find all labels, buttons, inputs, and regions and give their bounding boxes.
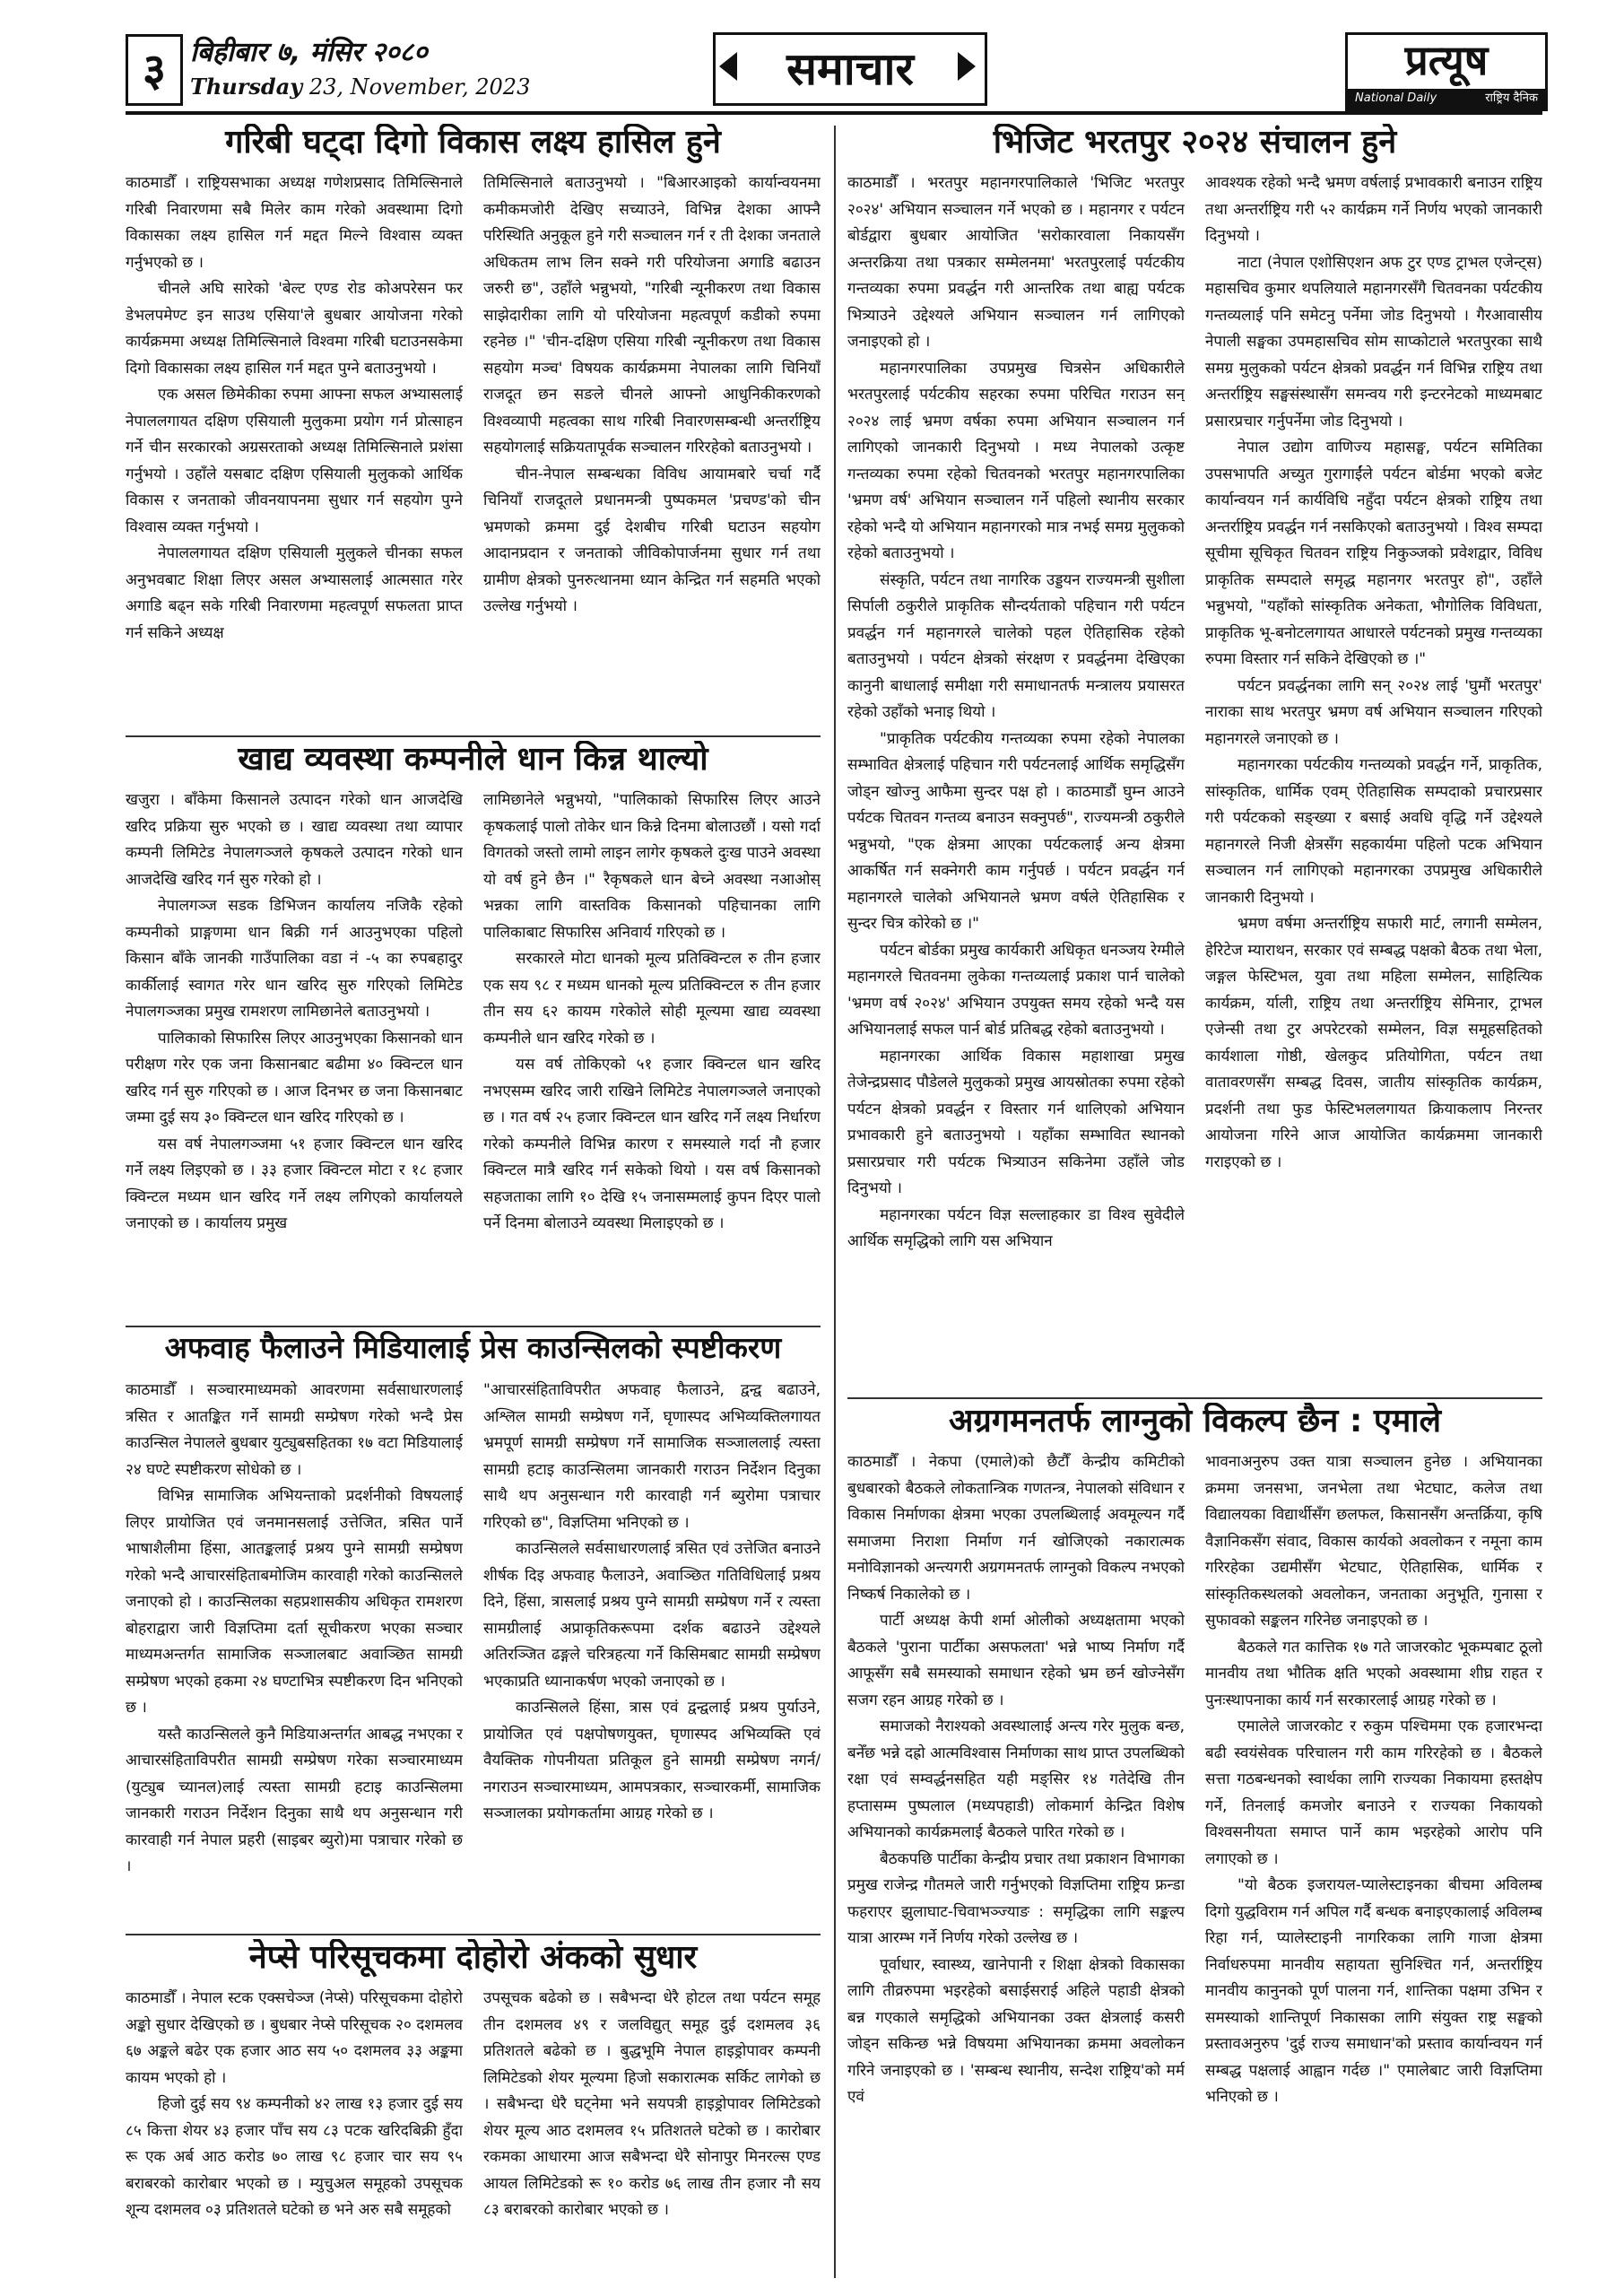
paragraph: काठमाडौँ । राष्ट्रियसभाका अध्यक्ष गणेशप्रसाद तिमिल्सिनाले गरिबी निवारणमा सबै मिलेर काम गरेको अवस्थामा दिगो विकासका लक्ष्य हासिल गर्न मद्दत मिल्ने विश्वास व्यक्त गर्नुभएको छ । [126, 174, 463, 272]
paragraph: एमालेले जाजरकोट र रुकुम पश्चिममा एक हजारभन्दा बढी स्वयंसेवक परिचालन गरी काम गरिरहेको छ । बैठकले सत्ता गठबन्धनको स्वार्थका लागि राज्यका निकायमा हस्तक्षेप गर्ने, तिनलाई कमजोर बनाउने र राज्यका निकायको विश्वसनीयता समाप्त पार्ने काम भइरहेको आरोप पनि लगाएको छ । [1205, 1718, 1542, 1868]
page-number-box [126, 34, 183, 106]
paragraph: खजुरा । बाँकेमा किसानले उत्पादन गरेको धान आजदेखि खरिद प्रक्रिया सुरु भएको छ । खाद्य व्यवस्था तथा व्यापार कम्पनी लिमिटेड नेपालगञ्जले कृषकले उत्पादन गरेको धान आजदेखि खरिद गर्न सुरु गरेको हो । [126, 791, 463, 889]
article-column [483, 1378, 821, 1932]
date-full: 23, November, 2023 [308, 74, 531, 100]
article-headline: अफवाह फैलाउने मिडियालाई प्रेस काउन्सिलको स्पष्टीकरण [164, 1331, 782, 1365]
paragraph: नेपालगञ्ज सडक डिभिजन कार्यालय नजिकै रहेको कम्पनीको प्राङ्गणमा धान बिक्री गर्न आउनुभएका पहिलो किसान बाँके जानकी गाउँपालिका वडा नं -५ का रुपबहादुर कार्कीलाई स्वागत गरेर धान खरिद सुरु गरिएको लिमिटेड नेपालगञ्जका प्रमुख रामशरण लामिछानेले बताउनुभयो । [126, 897, 463, 1021]
paragraph: काठमाडौँ । भरतपुर महानगरपालिकाले 'भिजिट भरतपुर २०२४' अभियान सञ्चालन गर्ने भएको छ । महानगर र पर्यटन बोर्डद्वारा बुधबार आयोजित 'सरोकारवाला निकायसँग अन्तरक्रिया तथा पत्रकार सम्मेलनमा' भरतपुरलाई पर्यटकीय गन्तव्यका रुपमा प्रवर्द्धन गरी आन्तरिक तथा बाह्य पर्यटक भित्र्याउने उद्देश्यले अभियान सञ्चालन गर्न लागिएको जनाइएको हो । [847, 174, 1185, 351]
article-column [126, 787, 463, 1324]
article-headline: खाद्य व्यवस्था कम्पनीले धान किन्न थाल्यो [238, 741, 708, 778]
section-title: समाचार [786, 43, 914, 95]
article-column [126, 1378, 463, 1932]
paragraph: बैठकले गत कात्तिक १७ गते जाजरकोट भूकम्पबाट ठूलो मानवीय तथा भौतिक क्षति भएको अवस्थामा शीघ्र राहत र पुनःस्थापनाका कार्य गर्न सरकारलाई आग्रह गरेको छ । [1205, 1638, 1542, 1709]
article-headline: गरिबी घट्दा दिगो विकास लक्ष्य हासिल हुने [225, 124, 721, 161]
article-nepse [126, 1939, 821, 2278]
paragraph: महानगरका आर्थिक विकास महाशाखा प्रमुख तेजेन्द्रप्रसाद पौडेलले मुलुकको प्रमुख आयस्रोतका रुपमा रहेको पर्यटन क्षेत्रको प्रवर्द्धन र विस्तार गर्न थालिएको अभियान प्रभावकारी हुने बताउनुभयो । यहाँका सम्भावित स्थानको प्रसारप्रचार गरी पर्यटक भित्र्याउन सकिनेमा उहाँले जोड दिनुभयो । [847, 1047, 1185, 1197]
article-rice [126, 741, 821, 1324]
article-press-council [126, 1331, 821, 1932]
logo-sub-left: National Daily [1355, 91, 1437, 105]
article-column [483, 170, 821, 734]
paragraph: काउन्सिलले सर्वसाधारणलाई त्रसित एवं उत्तेजित बनाउने शीर्षक दिइ अफवाह फैलाउने, अवाञ्छित गतिविधिलाई प्रश्रय दिने, हिंसा, त्रासलाई प्रश्रय पुग्ने सामग्री सम्प्रेषण गर्ने र त्यस्ता सामग्रीलाई अप्राकृतिकरूपमा दर्शक बढाउने उद्देश्यले अतिरञ्जित ढङ्गले चरित्रहत्या गर्ने किसिमबाट सामग्री सम्प्रेषण भएकाप्रति ध्यानाकर्षण भएको जनाएको छ । [483, 1540, 821, 1691]
paragraph: भावनाअनुरुप उक्त यात्रा सञ्चालन हुनेछ । अभियानका क्रममा जनसभा, जनभेला तथा भेटघाट, कलेज तथा विद्यालयका विद्यार्थीसँग छलफल, किसानसँग अन्तर्क्रिया, कृषि वैज्ञानिकसँग संवाद, विकास कार्यको अवलोकन र नमूना काम गरिरहेका उद्यमीसँग भेटघाट, ऐतिहासिक, धार्मिक र सांस्कृतिकस्थलको अवलोकन, जनताका अनुभूति, गुनासा र सुफावको सङ्कलन गरिनेछ जनाइएको छ । [1205, 1453, 1542, 1630]
page-number: ३ [143, 44, 166, 96]
article-divider [126, 1934, 821, 1935]
article-visit-bharatpur [847, 124, 1542, 1394]
article-divider [126, 735, 821, 737]
paragraph: पार्टी अध्यक्ष केपी शर्मा ओलीको अध्यक्षतामा भएको बैठकले 'पुराना पार्टीका असफलता' भन्ने भाष्य निर्माण गर्दै आफूसँग सबै समस्याको समाधान रहेको भ्रम छर्न खोज्नेसँग सजग रहन आग्रह गरेको छ । [847, 1612, 1185, 1709]
paragraph: बैठकपछि पार्टीका केन्द्रीय प्रचार तथा प्रकाशन विभागका प्रमुख राजेन्द्र गौतमले जारी गर्नुभएको विज्ञप्तिमा राष्ट्रिय फ्रन्डा फहराएर झुलाघाट-चिवाभञ्ज्याङ : समृद्धिका लागि सङ्कल्प यात्रा आरम्भ गर्ने निर्णय गरेको उल्लेख छ । [847, 1849, 1185, 1947]
article-column [1205, 170, 1542, 1394]
paragraph: यस वर्ष तोकिएको ५१ हजार क्विन्टल धान खरिद नभएसम्म खरिद जारी राखिने लिमिटेड नेपालगञ्जले जनाएको छ । गत वर्ष २५ हजार क्विन्टल धान खरिद गर्ने लक्ष्य निर्धारण गरेको कम्पनीले विभिन्न कारण र समस्याले गर्दा नौ हजार क्विन्टल मात्रै खरिद गर्न सकेको थियो । यस वर्ष किसानको सहजताका लागि १० देखि १५ जनासम्मलाई कुपन दिएर पालो पर्ने दिनमा बोलाउने व्यवस्था मिलाइएको छ । [483, 1056, 821, 1232]
article-column [126, 1986, 463, 2278]
paragraph: पर्यटन प्रवर्द्धनका लागि सन् २०२४ लाई 'घुमौं भरतपुर' नाराका साथ भरतपुर भ्रमण वर्ष अभियान सञ्चालन गरिएको महानगरले जनाएको छ । [1205, 676, 1542, 748]
paragraph: आवश्यक रहेको भन्दै भ्रमण वर्षलाई प्रभावकारी बनाउन राष्ट्रिय तथा अन्तर्राष्ट्रिय गरी ५२ कार्यक्रम गर्ने निर्णय भएको जानकारी दिनुभयो । [1205, 174, 1542, 245]
center-column-rule [834, 126, 836, 2278]
paragraph: तिमिल्सिनाले बताउनुभयो । "बिआरआइको कार्यान्वयनमा कमीकमजोरी देखिए सच्याउने, विभिन्न देशका आफ्नै परिस्थिति अनुकूल हुने गरी सञ्चालन गर्न र ती देशका जनताले अधिकतम लाभ लिन सक्ने गरी परियोजना अगाडि बढाउन जरुरी छ", उहाँले भन्नुभयो, "गरिबी न्यूनीकरण तथा विकास साझेदारीका लागि यो परियोजना महत्वपूर्ण कडीको रुपमा रहनेछ ।" 'चीन-दक्षिण एसिया गरिबी न्यूनीकरण तथा विकास सहयोग मञ्च' विषयक कार्यक्रममा नेपालका लागि चिनियाँ राजदूत छन सङले चीनले आफ्नो आधुनिकीकरणको विश्वव्यापी महत्वका साथ गरिबी निवारणसम्बन्धी अन्तर्राष्ट्रिय सहयोगलाई सक्रियतापूर्वक सञ्चालन गरिरहेको बताउनुभयो । [483, 174, 821, 457]
article-column [483, 787, 821, 1324]
paragraph: भ्रमण वर्षमा अन्तर्राष्ट्रिय सफारी मार्ट, लगानी सम्मेलन, हेरिटेज म्याराथन, सरकार एवं सम्बद्ध पक्षको बैठक तथा भेला, जङ्गल फेस्टिभल, युवा तथा महिला सम्मेलन, साहित्यिक कार्यक्रम, र्याली, राष्ट्रिय तथा अन्तर्राष्ट्रिय सेमिनार, ट्राभल एजेन्सी तथा टुर अपरेटरको सम्मेलन, विज्ञ समूहसहितको कार्यशाला गोष्ठी, खेलकुद प्रतियोगिता, पर्यटन तथा वातावरणसँग सम्बद्ध दिवस, जातीय सांस्कृतिक कार्यक्रम, प्रदर्शनी तथा फुड फेस्टिभललगायत क्रियाकलाप निरन्तर आयोजना गरिने आज आयोजित कार्यक्रममा जानकारी गराइएको छ । [1205, 915, 1542, 1171]
paragraph: संस्कृति, पर्यटन तथा नागरिक उड्डयन राज्यमन्त्री सुशीला सिर्पाली ठकुरीले प्राकृतिक सौन्दर्यताको पहिचान गरी पर्यटन प्रवर्द्धन गर्न महानगरले चालेको पहल ऐतिहासिक रहेको बताउनुभयो । पर्यटन क्षेत्रको संरक्षण र प्रवर्द्धनमा देखिएका कानुनी बाधालाई समीक्षा गरी समाधानतर्फ मन्त्रालय प्रयासरत रहेको उहाँको भनाइ थियो । [847, 570, 1185, 721]
article-column [847, 170, 1185, 1394]
date-english [190, 74, 530, 100]
arrow-right-icon [958, 52, 976, 81]
article-uml [847, 1403, 1542, 2278]
paragraph: नेपाललगायत दक्षिण एसियाली मुलुकले चीनका सफल अनुभवबाट शिक्षा लिएर असल अभ्यासलाई आत्मसात गरेर अगाडि बढ्न सके गरिबी निवारणमा महत्वपूर्ण सफलता प्राप्त गर्न सकिने अध्यक्ष [126, 544, 463, 642]
paragraph: समाजको नैराश्यको अवस्थालाई अन्त्य गरेर मुलुक बन्छ, बनेँछ भन्ने दह्रो आत्मविश्वास निर्माणका साथ प्राप्त उपलब्धिको रक्षा एवं सम्वर्द्धनसहित यही मङ्सिर १४ गतेदेखि तीन हप्तासम्म पुष्पलाल (मध्यपहाडी) लोकमार्ग केन्द्रित विशेष अभियानको कार्यक्रमलाई बैठकले पारित गरेको छ । [847, 1718, 1185, 1841]
logo-strip [1348, 89, 1545, 109]
paragraph: यस्तै काउन्सिलले कुनै मिडियाअन्तर्गत आबद्ध नभएका र आचारसंहिताविपरीत सामग्री सम्प्रेषण गरेका सञ्चारमाध्यम (युट्युब च्यानल)लाई त्यस्ता सामग्री हटाइ काउन्सिलमा जानकारी गराउन निर्देशन दिनुका साथै थप अनुसन्धान गरी कारवाही गर्न नेपाल प्रहरी (साइबर ब्युरो)मा पत्राचार गरेको छ । [126, 1725, 463, 1875]
paragraph: चीन-नेपाल सम्बन्धका विविध आयामबारे चर्चा गर्दै चिनियाँ राजदूतले प्रधानमन्त्री पुष्पकमल 'प्रचण्ड'को चीन भ्रमणको क्रममा दुई देशबीच गरिबी घटाउन सहयोग आदानप्रदान र जनताको जीविकोपार्जनमा सुधार गर्न तथा ग्रामीण क्षेत्रको पुनरुत्थानमा ध्यान केन्द्रित गर्न सहमति भएको उल्लेख गर्नुभयो । [483, 465, 821, 615]
paragraph: "यो बैठक इजरायल-प्यालेस्टाइनका बीचमा अविलम्ब दिगो युद्धविराम गर्न अपिल गर्दै बन्धक बनाइएकालाई अविलम्ब रिहा गर्न, प्यालेस्टाइनी नागरिकका लागि गाजा क्षेत्रमा निर्वाधरुपमा मानवीय सहायता सुनिश्चित गर्न, अन्तर्राष्ट्रिय मानवीय कानुनको पूर्ण पालना गर्न, शान्तिका पक्षमा उभिन र समस्याको शान्तिपूर्ण निकासका लागि संयुक्त राष्ट्र सङ्घको प्रस्तावअनुरुप 'दुई राज्य समाधान'को प्रस्ताव कार्यान्वयन गर्न सम्बद्ध पक्षलाई आह्वान गर्दछ ।" एमालेबाट जारी विज्ञप्तिमा भनिएको छ । [1205, 1876, 1542, 2106]
masthead-rule [126, 111, 1542, 115]
newspaper-logo [1345, 32, 1548, 111]
date-nepali: बिहीबार ७, मंसिर २०८० [190, 37, 428, 68]
logo-sub-right: राष्ट्रिय दैनिक [1485, 91, 1538, 105]
paragraph: विभिन्न सामाजिक अभियन्ताको प्रदर्शनीको विषयलाई लिएर प्रायोजित एवं जनमानसलाई उत्तेजित, त्रसित पार्ने भाषाशैलीमा हिंसा, आतङ्कलाई प्रश्रय पुग्ने सामग्री सम्प्रेषण गरेको भन्दै आचारसंहिताबमोजिम कारवाही गरेको काउन्सिलले जनाएको हो । काउन्सिलका सहप्रशासकीय अधिकृत रामशरण बोहराद्वारा जारी विज्ञप्तिमा दर्ता सूचीकरण भएका सञ्चार माध्यमअन्तर्गत सामाजिक सञ्जालबाट अवाञ्छित सामग्री सम्प्रेषण भएको हकमा २४ घण्टाभित्र स्पष्टीकरण दिन भनिएको छ । [126, 1487, 463, 1717]
paragraph: पूर्वाधार, स्वास्थ्य, खानेपानी र शिक्षा क्षेत्रको विकासका लागि तीव्ररुपमा भइरहेको बसाईसराई अहिले पहाडी क्षेत्रको बन्न गएकाले समृद्धिको अभियानका उक्त क्षेत्रलाई कसरी जोड्न सकिन्छ भन्ने विषयमा अभियानका क्रममा अवलोकन गरिने जनाइएको छ । 'सम्बन्ध स्थानीय, सन्देश राष्ट्रिय'को मर्म एवं [847, 1955, 1185, 2106]
paragraph: लामिछानेले भन्नुभयो, "पालिकाको सिफारिस लिएर आउने कृषकलाई पालो तोकेर धान किन्ने दिनमा बोलाउछौं । यसो गर्दा विगतको जस्तो लामो लाइन लागेर कृषकले दुःख पाउने अवस्था यो वर्ष हुने छैन ।" रैकृषकले धान बेच्ने अवस्था नआओस् भन्नका लागि वास्तविक किसानको पहिचानका लागि पालिकाबाट सिफारिस अनिवार्य गरिएको छ । [483, 791, 821, 942]
paragraph: काठमाडौँ । सञ्चारमाध्यमको आवरणमा सर्वसाधारणलाई त्रसित र आतङ्कित गर्ने सामग्री सम्प्रेषण गरेको भन्दै प्रेस काउन्सिल नेपालले बुधबार युट्युबसहितका १७ वटा मिडियालाई २४ घण्टे स्पष्टीकरण सोधेको छ । [126, 1381, 463, 1479]
paragraph: काठमाडौँ । नेपाल स्टक एक्सचेञ्ज (नेप्से) परिसूचकमा दोहोरो अङ्को सुधार देखिएको छ । बुधबार नेप्से परिसूचक २० दशमलव ६७ अङ्कले बढेर एक हजार आठ सय ५० दशमलव ३३ अङ्कमा कायम भएको हो । [126, 1989, 463, 2087]
paragraph: महानगरका पर्यटकीय गन्तव्यको प्रवर्द्धन गर्ने, प्राकृतिक, सांस्कृतिक, धार्मिक एवम् ऐतिहासिक सम्पदाको प्रचारप्रसार गरी पर्यटकको सङ्ख्या र बसाई अवधि वृद्धि गर्ने उद्देश्यले महानगरले निजी क्षेत्रसँग सहकार्यमा पहिलो पटक अभियान सञ्चालन गर्न लागिएको महानगरका उपप्रमुख अधिकारीले जानकारी दिनुभयो । [1205, 756, 1542, 907]
date-day: Thursday [190, 74, 303, 100]
paragraph: काठमाडौँ । नेकपा (एमाले)को छैटौँ केन्द्रीय कमिटीको बुधबारको बैठकले लोकतान्त्रिक गणतन्त्र, नेपालको संविधान र विकास निर्माणका क्षेत्रमा भएका उपलब्धिलाई अवमूल्यन गर्दै समाजमा निराशा निर्माण गर्न खोजिएको नकारात्मक मनोविज्ञानको अन्त्यगरी अग्रगमनतर्फ लाग्नुको विकल्प नभएको निष्कर्ष निकालेको छ । [847, 1453, 1185, 1604]
paragraph: यस वर्ष नेपालगञ्जमा ५१ हजार क्विन्टल धान खरिद गर्ने लक्ष्य लिइएको छ । ३३ हजार क्विन्टल मोटा र १८ हजार क्विन्टल मध्यम धान खरिद गर्ने लक्ष्य लगिएको कार्यालयले जनाएको छ । कार्यालय प्रमुख [126, 1135, 463, 1232]
paragraph: हिजो दुई सय ९४ कम्पनीको ४२ लाख १३ हजार दुई सय ८५ कित्ता शेयर ४३ हजार पाँच सय ८३ पटक खरिदबिक्री हुँदा रू एक अर्ब आठ करोड ७० लाख ९८ हजार चार सय ९५ बराबरको कारोबार भएको छ । म्युचुअल समूहको उपसूचक शून्य दशमलव ०३ प्रतिशतले घटेको छ भने अरु सबै समूहको [126, 2095, 463, 2219]
paragraph: महानगरपालिका उपप्रमुख चित्रसेन अधिकारीले भरतपुरलाई पर्यटकीय सहरका रुपमा परिचित गराउन सन् २०२४ लाई भ्रमण वर्षका रुपमा अभियान सञ्चालन गर्न लागिएको जानकारी दिनुभयो । मध्य नेपालको उत्कृष्ट गन्तव्यका रुपमा रहेको चितवनको भरतपुर महानगरपालिका 'भ्रमण वर्ष' अभियान सञ्चालन गर्ने पहिलो स्थानीय सरकार रहेको भन्दै यो अभियान महानगरको मात्र नभई समग्र मुलुकको रहेको बताउनुभयो । [847, 359, 1185, 562]
paragraph: सरकारले मोटा धानको मूल्य प्रतिक्विन्टल रु तीन हजार एक सय ९८ र मध्यम धानको मूल्य प्रतिक्विन्टल रु तीन हजार तीन सय ६२ कायम गरेकोले सोही मूल्यमा खाद्य व्यवस्था कम्पनीले धान खरिद गरेको छ । [483, 950, 821, 1048]
article-column [1205, 1449, 1542, 2278]
logo-name: प्रत्यूष [1404, 36, 1489, 84]
paragraph: नेपाल उद्योग वाणिज्य महासङ्घ, पर्यटन समितिका उपसभापति अच्युत गुरागाईंले पर्यटन बोर्डमा भएको बजेट कार्यान्वयन गर्न कार्यविधि नहुँदा पर्यटन क्षेत्रको राष्ट्रिय तथा अन्तर्राष्ट्रिय प्रवर्द्धन गर्न नसकिएको बताउनुभयो । विश्व सम्पदा सूचीमा सूचिकृत चितवन राष्ट्रिय निकुञ्जको प्रवेशद्वार, विविध प्राकृतिक सम्पदाले समृद्ध महानगर भरतपुर हो", उहाँले भन्नुभयो, "यहाँको सांस्कृतिक अनेकता, भौगोलिक विविधता, प्राकृतिक भू-बनोटलगायत आधारले पर्यटनको प्रमुख गन्तव्यका रुपमा विस्तार गर्न सकिने देखिएको छ ।" [1205, 439, 1542, 668]
article-headline: नेप्से परिसूचकमा दोहोरो अंकको सुधार [248, 1939, 698, 1976]
article-column [126, 170, 463, 734]
article-poverty [126, 124, 821, 734]
paragraph: नाटा (नेपाल एशोसिएशन अफ टुर एण्ड ट्राभल एजेन्ट्स) महासचिव कुमार थपलियाले महानगरसँगै चितवनका पर्यटकीय गन्तव्यलाई पनि समेटनु पर्नेमा जोड दिनुभयो । गैरआवासीय नेपाली सङ्घका उपमहासचिव सोम साप्कोटाले भरतपुरका साथै समग्र मुलुकको पर्यटन क्षेत्रको प्रवर्द्धन गर्न विभिन्न राष्ट्रिय तथा अन्तर्राष्ट्रिय सङ्घसंस्थासँग समन्वय गरी इन्टरनेटको माध्यमबाट प्रसारप्रचार गर्नुपर्नेमा जोड दिनुभयो । [1205, 253, 1542, 430]
arrow-left-icon [719, 52, 737, 81]
article-divider [126, 1326, 821, 1327]
article-headline: अग्रगमनतर्फ लाग्नुको विकल्प छैन : एमाले [949, 1403, 1441, 1439]
paragraph: काउन्सिलले हिंसा, त्रास एवं द्वन्द्वलाई प्रश्रय पुर्याउने, प्रायोजित एवं पक्षपोषणयुक्त, घृणास्पद अभिव्यक्ति एवं वैयक्तिक गोपनीयता प्रतिकूल हुने सामग्री सम्प्रेषण नगर्न/नगराउन सञ्चारमाध्यम, आमपत्रकार, सञ्चारकर्मी, सामाजिक सञ्जालका प्रयोगकर्तामा आग्रह गरेको छ । [483, 1699, 821, 1822]
paragraph: "प्राकृतिक पर्यटकीय गन्तव्यका रुपमा रहेको नेपालका सम्भावित क्षेत्रलाई पहिचान गरी पर्यटनलाई आर्थिक समृद्धिसँग जोड्न खोज्नु आफैमा सुन्दर पक्ष हो । काठमाडौं घुम्न आउने पर्यटक चितवन गन्तव्य बनाउन सक्नुपर्छ", राज्यमन्त्री ठकुरीले भन्नुभयो, "एक क्षेत्रमा आएका पर्यटकलाई अन्य क्षेत्रमा आकर्षित गर्न सक्नेगरी काम गर्नुपर्छ । पर्यटन प्रवर्द्धन गर्न महानगरले चालेको अभियानले भ्रमण वर्षले ऐतिहासिक र सुन्दर चित्र कोरेको छ ।" [847, 729, 1185, 933]
article-column [847, 1449, 1185, 2278]
paragraph: पर्यटन बोर्डका प्रमुख कार्यकारी अधिकृत धनञ्जय रेग्मीले महानगरले चितवनमा लुकेका गन्तव्यलाई प्रकाश पार्न चालेको 'भ्रमण वर्ष २०२४' अभियान उपयुक्त समय रहेको भन्दै यस अभियानलाई सफल पार्न बोर्ड प्रतिबद्ध रहेको बताउनुभयो । [847, 941, 1185, 1039]
paragraph: "आचारसंहिताविपरीत अफवाह फैलाउने, द्वन्द्व बढाउने, अश्लिल सामग्री सम्प्रेषण गर्ने, घृणास्पद अभिव्यक्तिलगायत भ्रमपूर्ण सामग्री सम्प्रेषण गर्ने सामाजिक सञ्जाललाई त्यस्ता सामग्री हटाइ काउन्सिलमा जानकारी गराउन निर्देशन दिनुका साथै थप अनुसन्धान गरी कारवाही गर्न ब्युरोमा पत्राचार गरिएको छ", विज्ञप्तिमा भनिएको छ । [483, 1381, 821, 1532]
paragraph: पालिकाको सिफारिस लिएर आउनुभएका किसानको धान परीक्षण गरेर एक जना किसानबाट बढीमा ४० क्विन्टल धान खरिद गर्न सुरु गरिएको छ । आज दिनभर छ जना किसानबाट जम्मा दुई सय ३० क्विन्टल धान खरिद गरिएको छ । [126, 1029, 463, 1126]
article-column [483, 1986, 821, 2278]
paragraph: महानगरका पर्यटन विज्ञ सल्लाहकार डा विश्व सुवेदीले आर्थिक समृद्धिको लागि यस अभियान [847, 1205, 1185, 1250]
paragraph: एक असल छिमेकीका रुपमा आफ्ना सफल अभ्यासलाई नेपाललगायत दक्षिण एसियाली मुलुकमा प्रयोग गर्न प्रोत्साहन गर्ने चीन सरकारको अग्रसरताको अध्यक्ष तिमिल्सिनाले प्रशंसा गर्नुभयो । उहाँले यसबाट दक्षिण एसियाली मुलुकको आर्थिक विकास र जनताको जीवनयापनमा सुधार गर्न सहयोग पुग्ने विश्वास व्यक्त गर्नुभयो । [126, 386, 463, 536]
paragraph: चीनले अघि सारेको 'बेल्ट एण्ड रोड कोअपरेसन फर डेभलपमेण्ट इन साउथ एसिया'ले बुधबार आयोजना गरेको कार्यक्रममा अध्यक्ष तिमिल्सिनाले विश्वमा गरिबी घटाउनसकेमा दिगो विकासका लक्ष्य हासिल गर्न मद्दत पुग्ने बताउनुभयो । [126, 280, 463, 378]
section-box [713, 32, 987, 106]
article-divider [847, 1397, 1542, 1399]
paragraph: उपसूचक बढेको छ । सबैभन्दा धेरै होटल तथा पर्यटन समूह तीन दशमलव ४९ र जलविद्युत् समूह दुई दशमलव ३६ प्रतिशतले बढेको छ । बुद्धभूमि नेपाल हाइड्रोपावर कम्पनी लिमिटेडको शेयर मूल्यमा हिजो सकारात्मक सर्किट लागेको छ । सबैभन्दा धेरै घट्नेमा भने सयपत्री हाइड्रोपावर लिमिटेडको शेयर मूल्य आठ दशमलव १५ प्रतिशतले घटेको छ । कारोबार रकमका आधारमा आज सबैभन्दा धेरै सोनापुर मिनरल्स एण्ड आयल लिमिटेडको रू १० करोड ७६ लाख तीन हजार नौ सय ८३ बराबरको कारोबार भएको छ । [483, 1989, 821, 2219]
article-headline: भिजिट भरतपुर २०२४ संचालन हुने [993, 124, 1397, 161]
